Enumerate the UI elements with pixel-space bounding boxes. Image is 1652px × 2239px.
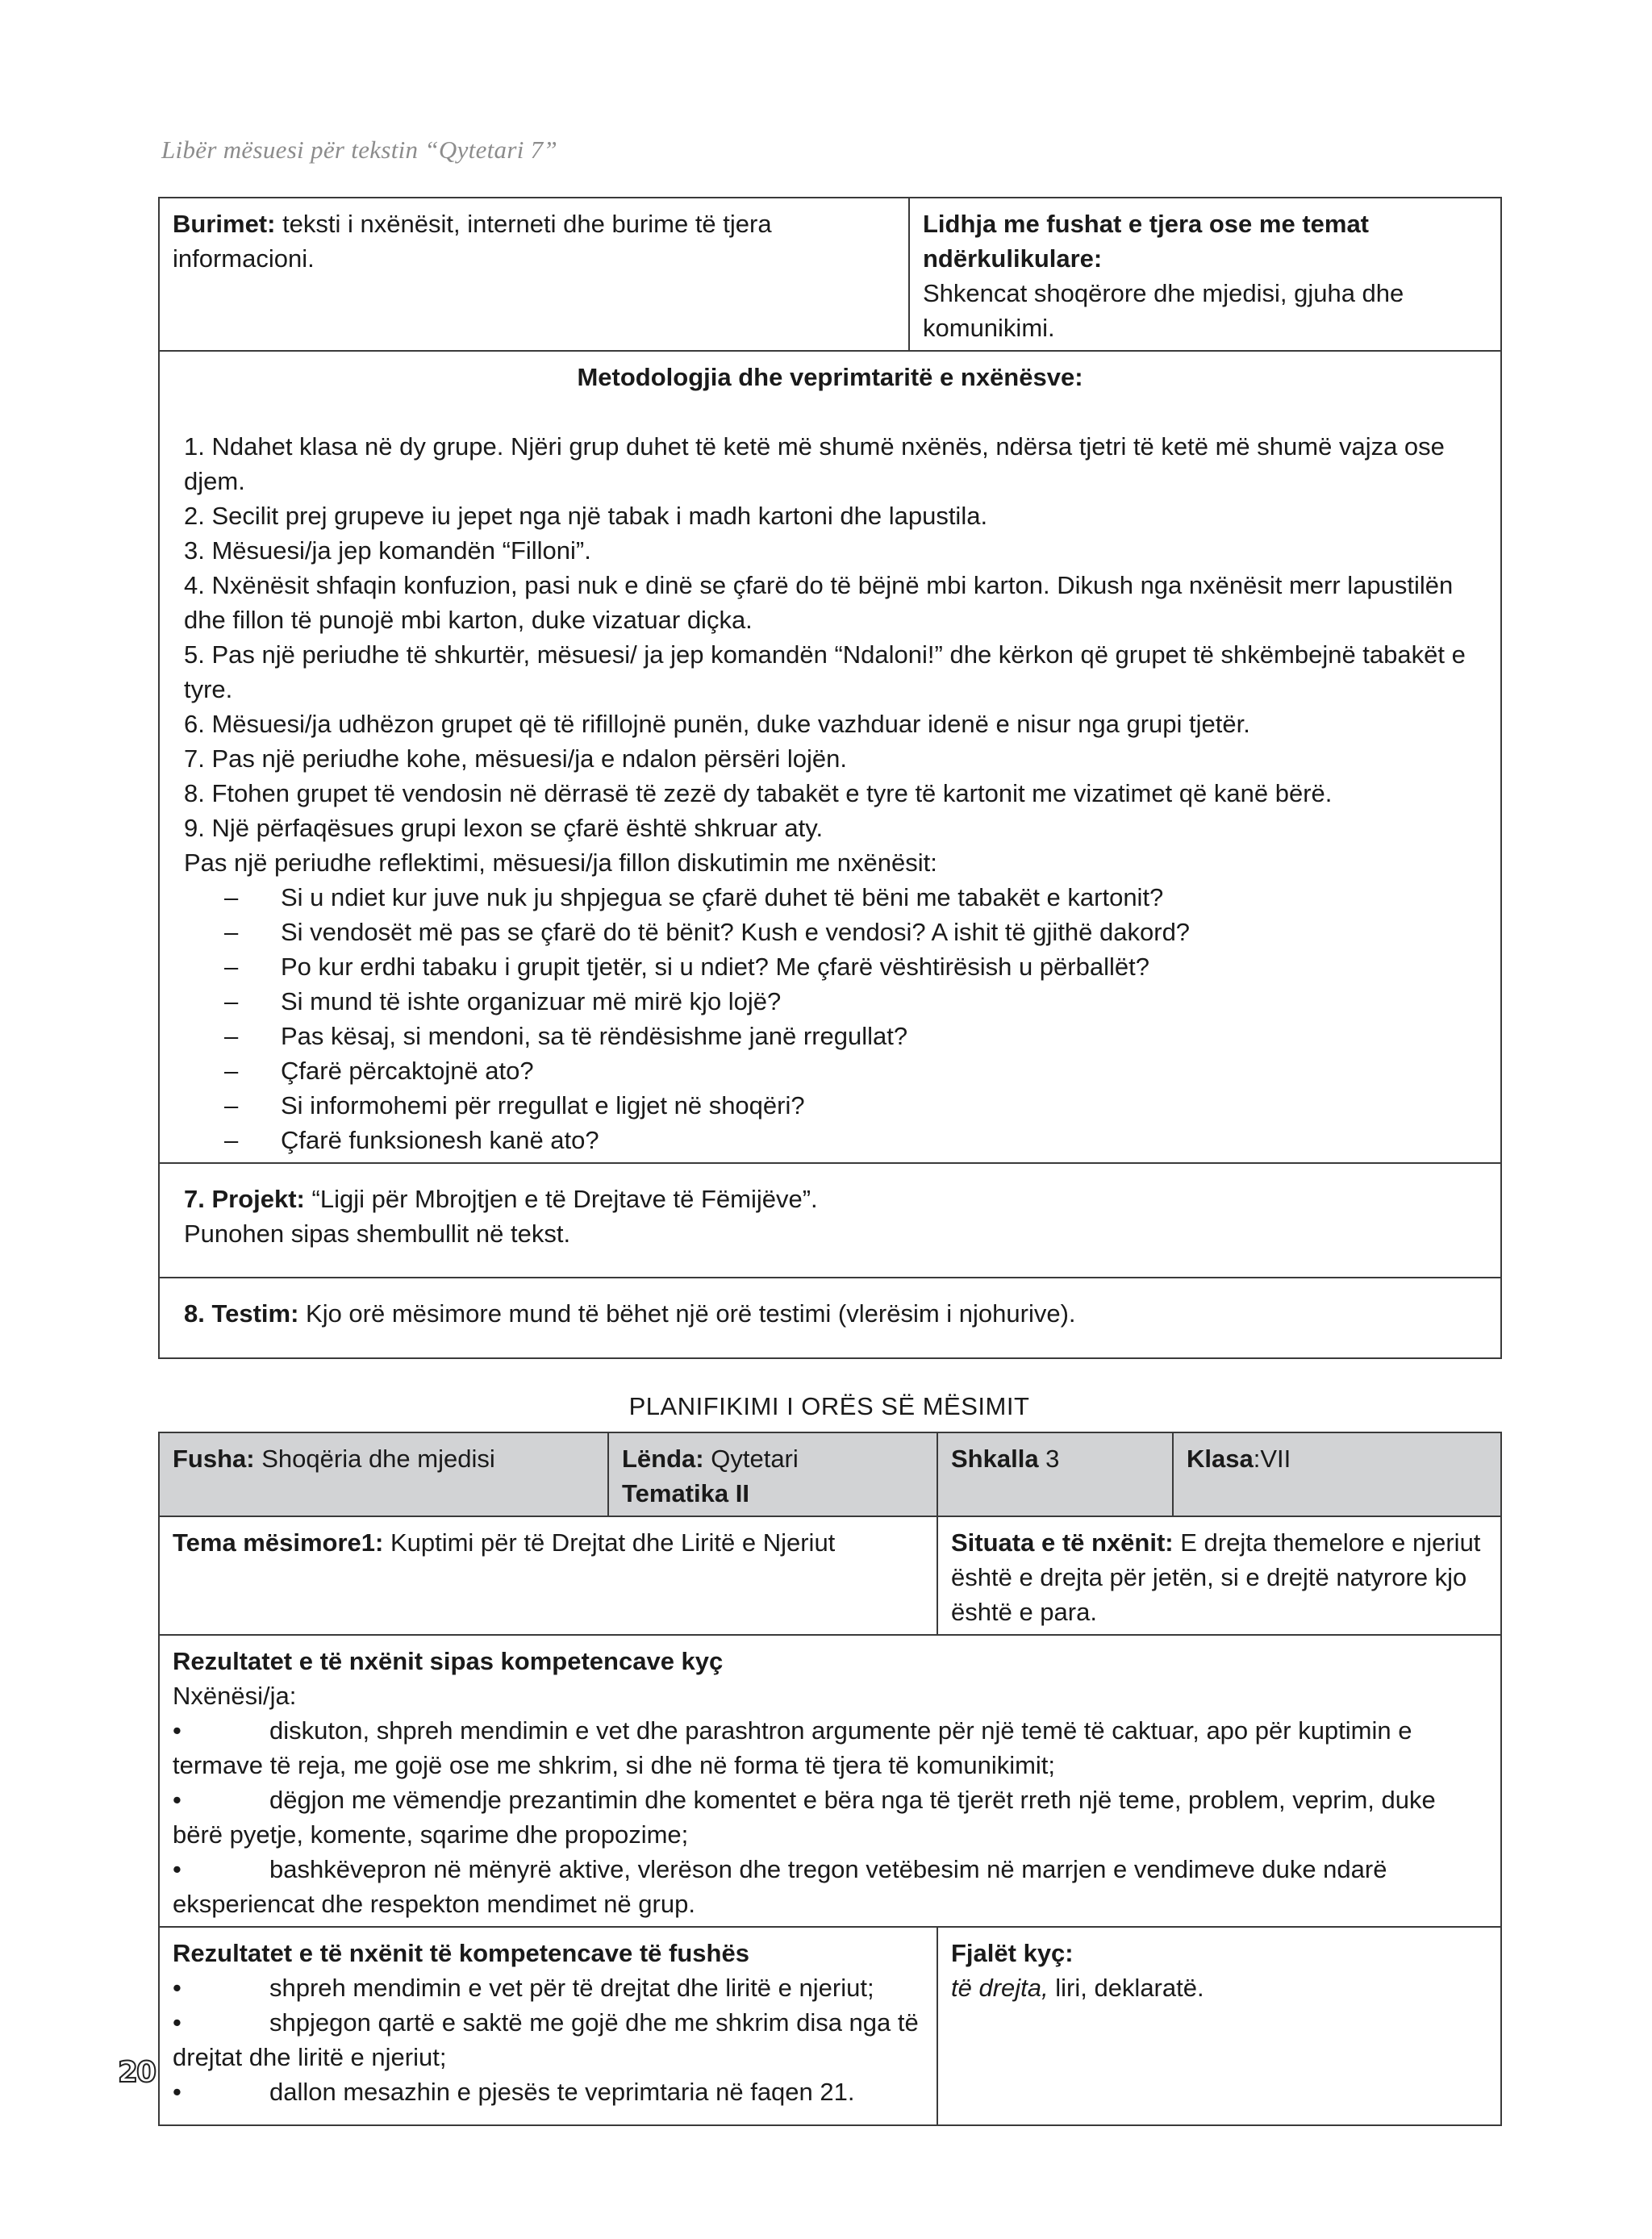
header-title: Libër mësuesi për tekstin “Qytetari 7”	[161, 136, 558, 164]
tematika: Tematika II	[622, 1479, 749, 1507]
lenda-text: Qytetari	[703, 1445, 799, 1473]
list-item: 3. Mësuesi/ja jep komandën “Filloni”.	[184, 536, 591, 565]
klasa-text: :VII	[1253, 1445, 1291, 1473]
question-item: – Si u ndiet kur juve nuk ju shpjegua se çfarë duhet të bëni me tabakët e kartonit?	[224, 880, 1476, 915]
page-number: 20	[118, 2056, 156, 2089]
question-item: – Çfarë përcaktojnë ato?	[224, 1053, 1476, 1088]
question-item: – Si informohemi për rregullat e ligjet në shoqëri?	[224, 1088, 1476, 1123]
list-item: • shpjegon qartë e saktë me gojë dhe me shkrim disa nga të drejtat dhe liritë e njeriut;	[173, 2008, 919, 2071]
plan-title: PLANIFIKIMI I ORËS SË MËSIMIT	[628, 1392, 1030, 1420]
steps-list	[184, 429, 1476, 845]
list-item-text: dëgjon me vëmendje prezantimin dhe komentet e bëra nga të tjerët rreth një teme, problem, veprim, duke bërë pyetje, komente, sqarime dhe propozime;	[173, 1786, 1436, 1849]
burimet-cell	[159, 198, 909, 351]
projekt-note: Punohen sipas shembullit në tekst.	[184, 1220, 571, 1248]
rezultatet-fushe-cell	[159, 1927, 937, 2125]
question-item: – Pas kësaj, si mendoni, sa të rëndësishme janë rregullat?	[224, 1019, 1476, 1053]
lesson-plan-table	[158, 1432, 1502, 2126]
rezultatet-kyc-title: Rezultatet e të nxënit sipas kompetencave kyç	[173, 1647, 724, 1675]
burimet-label: Burimet:	[173, 210, 276, 238]
list-item: 6. Mësuesi/ja udhëzon grupet që të rifillojnë punën, duke vazhduar idenë e nisur nga grupi tjetër.	[184, 710, 1250, 738]
fusha-text: Shoqëria dhe mjedisi	[254, 1445, 495, 1473]
burimet-text: teksti i nxënësit, interneti dhe burime të tjera informacioni.	[173, 210, 772, 273]
klasa-label: Klasa	[1187, 1445, 1254, 1473]
list-item-text: bashkëvepron në mënyrë aktive, vlerëson dhe tregon vetëbesim në marrjen e vendimeve duke ndarë eksperiencat dhe respekton mendimet në grup.	[173, 1855, 1387, 1918]
question-item: – Si mund të ishte organizuar më mirë kjo lojë?	[224, 984, 1476, 1019]
projekt-label: 7. Projekt:	[184, 1185, 305, 1213]
nxenesi-label: Nxënësi/ja:	[173, 1682, 297, 1710]
list-item: 5. Pas një periudhe të shkurtër, mësuesi/ ja jep komandën “Ndaloni!” dhe kërkon që grupet të shkëmbejnë tabakët e tyre.	[184, 640, 1466, 703]
fjalet-label: Fjalët kyç:	[951, 1939, 1074, 1967]
list-item-text: dallon mesazhin e pjesës te veprimtaria në faqen 21.	[269, 2078, 855, 2106]
lenda-cell	[608, 1432, 937, 1516]
situata-label: Situata e të nxënit:	[951, 1528, 1174, 1557]
questions-list	[184, 880, 1476, 1157]
fjalet-italic: të drejta,	[951, 1974, 1049, 2002]
fusha-cell	[159, 1432, 608, 1516]
methodology-title: Metodologjia dhe veprimtaritë e nxënësve:	[577, 363, 1083, 391]
projekt-text: “Ligji për Mbrojtjen e të Drejtave të Fëmijëve”.	[304, 1185, 818, 1213]
testim-label: 8. Testim:	[184, 1299, 299, 1328]
rezultatet-fushe-title: Rezultatet e të nxënit të kompetencave të fushës	[173, 1939, 749, 1967]
shkalla-cell	[937, 1432, 1173, 1516]
shkalla-text: 3	[1038, 1445, 1060, 1473]
list-item: • dëgjon me vëmendje prezantimin dhe komentet e bëra nga të tjerët rreth një teme, problem, veprim, duke bërë pyetje, komente, sqarime dhe propozime;	[173, 1786, 1436, 1849]
list-item: 2. Secilit prej grupeve iu jepet nga një tabak i madh kartoni dhe lapustila.	[184, 502, 988, 530]
rezultatet-kyc-list	[173, 1713, 1487, 1921]
klasa-cell	[1173, 1432, 1501, 1516]
question-item: – Çfarë funksionesh kanë ato?	[224, 1123, 1476, 1157]
list-item-text: diskuton, shpreh mendimin e vet dhe parashtron argumente për një temë të caktuar, apo për kuptimin e termave të reja, me gojë ose me shkrim, si dhe në forma të tjera të komunikimit;	[173, 1716, 1412, 1779]
question-item: – Si vendosët më pas se çfarë do të bënit? Kush e vendosi? A ishit të gjithë dakord?	[224, 915, 1476, 949]
fusha-label: Fusha:	[173, 1445, 255, 1473]
fjalet-cell	[937, 1927, 1501, 2125]
question-item: – Po kur erdhi tabaku i grupit tjetër, si u ndiet? Me çfarë vështirësish u përballët?	[224, 949, 1476, 984]
list-item: 9. Një përfaqësues grupi lexon se çfarë është shkruar aty.	[184, 814, 824, 842]
testim-text: Kjo orë mësimore mund të bëhet një orë testimi (vlerësim i njohurive).	[298, 1299, 1076, 1328]
list-item: • bashkëvepron në mënyrë aktive, vlerëson dhe tregon vetëbesim në marrjen e vendimeve duke ndarë eksperiencat dhe respekton mendimet në grup.	[173, 1855, 1387, 1918]
list-item: • shpreh mendimin e vet për të drejtat dhe liritë e njeriut;	[173, 1974, 874, 2002]
lidhja-cell	[909, 198, 1501, 351]
situata-text: E drejta themelore e njeriut është e drejta për jetën, si e drejtë natyrore kjo është e para.	[951, 1528, 1481, 1626]
lenda-label: Lënda:	[622, 1445, 704, 1473]
tema-cell	[159, 1516, 937, 1635]
methodology-cell	[159, 351, 1501, 1163]
testim-cell	[159, 1278, 1501, 1358]
rezultatet-kyc-cell	[159, 1635, 1501, 1927]
list-item: 8. Ftohen grupet të vendosin në dërrasë të zezë dy tabakët e tyre të kartonit me vizatimet që kanë bërë.	[184, 779, 1333, 807]
tema-label: Tema mësimore1:	[173, 1528, 384, 1557]
projekt-cell	[159, 1163, 1501, 1278]
list-item: 1. Ndahet klasa në dy grupe. Njëri grup duhet të ketë më shumë nxënës, ndërsa tjetri të ketë më shumë vajza ose djem.	[184, 432, 1445, 495]
list-item: • dallon mesazhin e pjesës te veprimtaria në faqen 21.	[173, 2078, 855, 2106]
list-item: 7. Pas një periudhe kohe, mësuesi/ja e ndalon përsëri lojën.	[184, 744, 848, 773]
list-item: 4. Nxënësit shfaqin konfuzion, pasi nuk e dinë se çfarë do të bëjnë mbi karton. Dikush nga nxënësit merr lapustilën dhe fillon të punojë mbi karton, duke vizatuar diçka.	[184, 571, 1454, 634]
list-item-text: shpjegon qartë e saktë me gojë dhe me shkrim disa nga të drejtat dhe liritë e njeriut;	[173, 2008, 919, 2071]
list-item: • diskuton, shpreh mendimin e vet dhe parashtron argumente për një temë të caktuar, apo për kuptimin e termave të reja, me gojë ose me shkrim, si dhe në forma të tjera të komunikimit;	[173, 1716, 1412, 1779]
rezultatet-fushe-list	[173, 1970, 924, 2109]
lidhja-label: Lidhja me fushat e tjera ose me temat ndërkulikulare:	[923, 210, 1370, 273]
fjalet-rest: liri, deklaratë.	[1048, 1974, 1204, 2002]
tema-text: Kuptimi për të Drejtat dhe Liritë e Njeriut	[383, 1528, 836, 1557]
lidhja-text: Shkencat shoqërore dhe mjedisi, gjuha dhe komunikimi.	[923, 279, 1404, 342]
methodology-table	[158, 197, 1502, 1359]
shkalla-label: Shkalla	[951, 1445, 1039, 1473]
situata-cell	[937, 1516, 1501, 1635]
list-item-text: shpreh mendimin e vet për të drejtat dhe liritë e njeriut;	[269, 1974, 874, 2002]
reflection-intro: Pas një periudhe reflektimi, mësuesi/ja fillon diskutimin me nxënësit:	[184, 848, 937, 877]
